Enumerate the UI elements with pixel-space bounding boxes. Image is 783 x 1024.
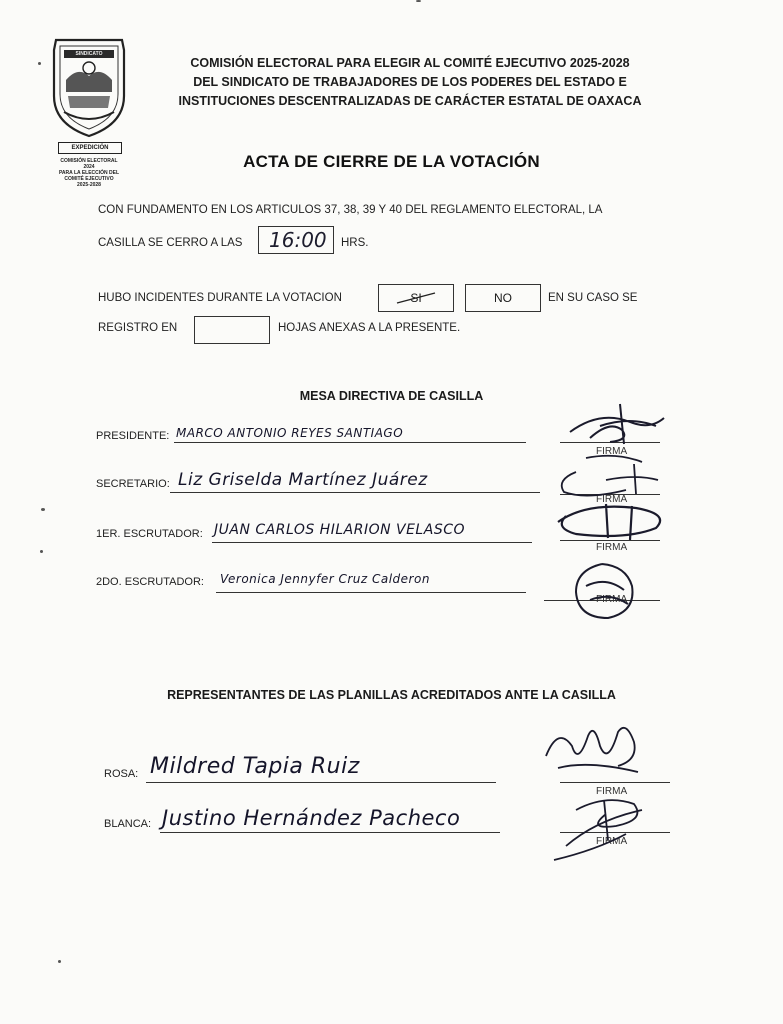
second-scrutineer-line (216, 592, 526, 593)
closing-line-2-suffix: HRS. (341, 237, 369, 249)
second-scrutineer-signature-icon (556, 556, 646, 626)
secretary-signature-icon (546, 450, 666, 500)
document-header (150, 54, 670, 111)
secretary-line (170, 492, 540, 493)
first-scrutineer-line (212, 542, 532, 543)
incidents-yes-box[interactable] (378, 284, 454, 312)
secretary-label: SECRETARIO: (96, 478, 170, 490)
rosa-firma-line (560, 782, 670, 783)
blanca-name[interactable]: Justino Hernández Pacheco (162, 806, 461, 830)
incidents-suffix: EN SU CASO SE (548, 292, 638, 304)
register-suffix: HOJAS ANEXAS A LA PRESENTE. (278, 322, 461, 334)
rosa-label: ROSA: (104, 768, 139, 780)
first-scrutineer-signature-icon (546, 498, 676, 544)
seal-line-4: COMITÉ EJECUTIVO (64, 176, 114, 182)
seal-line-3: PARA LA ELECCIÓN DEL (58, 170, 120, 176)
rosa-line (146, 782, 496, 783)
president-firma-label: FIRMA (596, 446, 628, 457)
rosa-firma-label: FIRMA (596, 786, 628, 797)
seal-top-text: SINDICATO (75, 51, 103, 57)
representatives-title: REPRESENTANTES DE LAS PLANILLAS ACREDITADOS ANTE LA CASILLA (167, 688, 616, 702)
scan-speck (416, 0, 421, 2)
document-title: ACTA DE CIERRE DE LA VOTACIÓN (243, 152, 540, 171)
president-name[interactable]: MARCO ANTONIO REYES SANTIAGO (176, 426, 404, 440)
blanca-firma-label: FIRMA (596, 836, 628, 847)
blanca-label: BLANCA: (104, 818, 152, 830)
first-scrutineer-label: 1ER. ESCRUTADOR: (96, 528, 203, 540)
president-line (174, 442, 526, 443)
secretary-firma-label: FIRMA (596, 494, 628, 505)
strike-mark-icon (379, 285, 453, 311)
seal-line-2: 2024 (83, 164, 95, 170)
header-line-3: INSTITUCIONES DESCENTRALIZADAS DE CARÁCTER ESTATAL DE OAXACA (178, 94, 642, 108)
rosa-signature-icon (538, 716, 648, 782)
scan-speck (41, 508, 45, 511)
seal-line-5: 2025-2028 (77, 182, 101, 188)
seal-line-1: COMISIÓN ELECTORAL (60, 158, 118, 164)
annex-pages-box[interactable] (194, 316, 270, 344)
header-line-1: COMISIÓN ELECTORAL PARA ELEGIR AL COMITÉ EJECUTIVO 2025-2028 (190, 56, 630, 70)
first-scrutineer-firma-label: FIRMA (596, 542, 628, 553)
incidents-yes-label: SI (410, 291, 422, 305)
incidents-label: HUBO INCIDENTES DURANTE LA VOTACION (98, 292, 342, 304)
blanca-signature-icon (546, 790, 656, 866)
scan-speck (38, 62, 41, 65)
mesa-title: MESA DIRECTIVA DE CASILLA (299, 389, 484, 403)
president-signature-icon (560, 400, 670, 450)
scan-speck (40, 550, 43, 553)
header-line-2: DEL SINDICATO DE TRABAJADORES DE LOS PODERES DEL ESTADO E (193, 75, 627, 89)
closing-time-value: 16:00 (269, 228, 327, 252)
secretary-name[interactable]: Liz Griselda Martínez Juárez (178, 470, 428, 490)
register-prefix: REGISTRO EN (98, 322, 178, 334)
second-scrutineer-name[interactable]: Veronica Jennyfer Cruz Calderon (220, 572, 430, 586)
seal-ribbon: EXPEDICIÓN (58, 142, 122, 154)
closing-line-1: CON FUNDAMENTO EN LOS ARTICULOS 37, 38, 39 Y 40 DEL REGLAMENTO ELECTORAL, LA (98, 204, 603, 216)
rosa-name[interactable]: Mildred Tapia Ruiz (150, 754, 360, 779)
closing-time-box[interactable] (258, 226, 334, 254)
second-scrutineer-firma-label: FIRMA (596, 594, 628, 605)
blanca-line (160, 832, 500, 833)
incidents-no-label: NO (494, 291, 512, 305)
closing-line-2-prefix: CASILLA SE CERRO A LAS (98, 237, 243, 249)
incidents-no-box[interactable] (465, 284, 541, 312)
second-scrutineer-label: 2DO. ESCRUTADOR: (96, 576, 204, 588)
president-label: PRESIDENTE: (96, 430, 170, 442)
first-scrutineer-name[interactable]: JUAN CARLOS HILARION VELASCO (214, 522, 465, 538)
scan-speck (58, 960, 61, 963)
